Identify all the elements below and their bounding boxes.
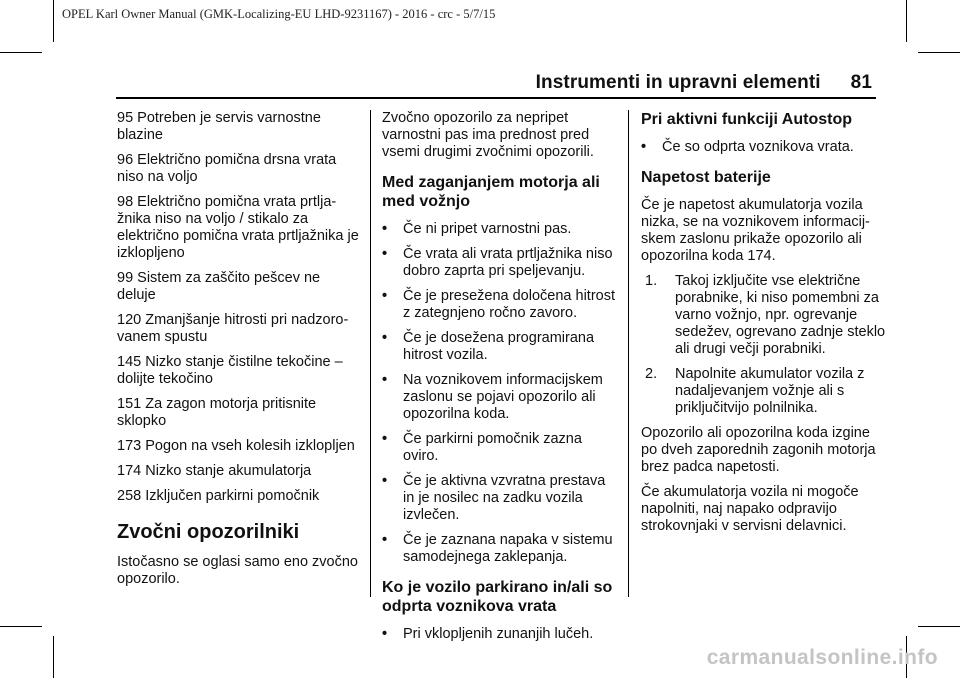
list-item	[641, 139, 886, 156]
list-item-text: Če parkirni pomočnik zazna oviro.	[403, 431, 582, 464]
subsection-heading: Med zaganjanjem motorja ali med vožnjo	[382, 174, 600, 210]
bullet-icon: •	[382, 221, 388, 237]
list-item	[382, 246, 618, 280]
paragraph: Če akumulatorja vozila ni mogoče napolniti, naj napako odpravijo strokovnjaki v servisni delavnici.	[641, 484, 859, 534]
bullet-icon: •	[382, 288, 388, 304]
paragraph: Če je napetost akumulatorja vozila nizka, se na voznikovem informacij-skem zaslonu prikaže opozorilo ali opozorilna koda 174.	[641, 197, 870, 264]
crop-mark	[53, 0, 54, 42]
warning-code-item: 120 Zmanjšanje hitrosti pri nadzoro-vanem spustu	[117, 312, 349, 345]
running-header	[536, 72, 872, 94]
crop-mark	[906, 0, 907, 42]
list-item	[382, 626, 618, 643]
list-item	[382, 372, 618, 423]
subsection-heading: Ko je vozilo parkirano in/ali so odprta voznikova vrata	[382, 579, 613, 615]
crop-mark	[53, 636, 54, 678]
warning-code-item: 145 Nizko stanje čistilne tekočine – dolijte tekočino	[117, 354, 343, 387]
crop-mark	[0, 626, 42, 627]
header-rule	[116, 97, 876, 99]
step-number: 1.	[645, 273, 658, 289]
column-3	[641, 110, 886, 543]
list-item	[641, 273, 886, 358]
list-item-text: Če ni pripet varnostni pas.	[403, 221, 572, 237]
crop-mark	[918, 626, 960, 627]
warning-code-item: 258 Izključen parkirni pomočnik	[117, 488, 320, 504]
bullet-icon: •	[382, 246, 388, 262]
paragraph: Istočasno se oglasi samo eno zvočno opozorilo.	[117, 554, 358, 587]
bullet-icon: •	[382, 473, 388, 489]
list-item-text: Če je aktivna vzvratna prestava in je nosilec na zadku vozila izvlečen.	[403, 473, 606, 523]
list-item-text: Če je dosežena programirana hitrost vozila.	[403, 330, 595, 363]
crop-mark	[0, 52, 42, 53]
watermark: carmanualsonline.info	[706, 646, 938, 669]
subsection-heading: Napetost baterije	[641, 169, 771, 186]
section-title: Instrumenti in upravni elementi	[535, 72, 821, 93]
list-item-text: Če so odprta voznikova vrata.	[662, 139, 854, 155]
numbered-list	[641, 273, 886, 417]
list-item-text: Če je zaznana napaka v sistemu samodejnega zaklepanja.	[403, 532, 613, 565]
bullet-list	[641, 139, 886, 156]
warning-code-item: 174 Nizko stanje akumulatorja	[117, 463, 312, 479]
bullet-list	[382, 626, 618, 643]
bullet-icon: •	[641, 139, 647, 155]
list-item-text: Napolnite akumulator vozila z nadaljevanjem vožnje ali s priključitvijo polnilnika.	[675, 366, 865, 416]
subsection-heading: Pri aktivni funkciji Autostop	[641, 111, 852, 128]
warning-code-item: 173 Pogon na vseh kolesih izklopljen	[117, 438, 355, 454]
column-divider	[370, 110, 371, 597]
section-heading: Zvočni opozorilniki	[117, 521, 300, 543]
list-item-text: Na voznikovem informacijskem zaslonu se pojavi opozorilo ali opozorilna koda.	[403, 372, 603, 422]
list-item-text: Če vrata ali vrata prtljažnika niso dobro zaprta pri speljevanju.	[403, 246, 613, 279]
column-divider	[628, 110, 629, 597]
paragraph: Opozorilo ali opozorilna koda izgine po dveh zaporednih zagonih motorja brez padca napetosti.	[641, 425, 876, 475]
list-item-text: Pri vklopljenih zunanjih lučeh.	[403, 626, 594, 642]
paragraph: Zvočno opozorilo za nepripet varnostni pas ima prednost pred vsemi drugimi zvočnimi opozorili.	[382, 110, 594, 160]
bullet-icon: •	[382, 532, 388, 548]
warning-code-item: 151 Za zagon motorja pritisnite sklopko	[117, 396, 317, 429]
bullet-icon: •	[382, 372, 388, 388]
bullet-icon: •	[382, 626, 388, 642]
crop-mark	[918, 52, 960, 53]
bullet-icon: •	[382, 330, 388, 346]
document-id: OPEL Karl Owner Manual (GMK-Localizing-EU LHD-9231167) - 2016 - crc - 5/7/15	[62, 7, 496, 21]
list-item-text: Če je presežena določena hitrost z zategnjeno ročno zavoro.	[403, 288, 615, 321]
list-item	[641, 366, 886, 417]
list-item	[382, 330, 618, 364]
warning-code-item: 95 Potreben je servis varnostne blazine	[117, 110, 321, 143]
step-number: 2.	[645, 366, 658, 382]
list-item	[382, 221, 618, 238]
column-2	[382, 110, 618, 651]
bullet-icon: •	[382, 431, 388, 447]
warning-code-item: 98 Električno pomična vrata prtlja-žnika niso na voljo / stikalo za električno pomična vrata prtljažnika je izklopljeno	[117, 194, 359, 261]
list-item	[382, 431, 618, 465]
list-item-text: Takoj izključite vse električne porabnike, ki niso pomembni za varno vožnjo, npr. ogrevanje sedežev, ogrevano zadnje steklo ali drugi večji porabniki.	[675, 273, 886, 357]
list-item	[382, 288, 618, 322]
page-number: 81	[850, 72, 872, 93]
list-item	[382, 473, 618, 524]
bullet-list	[382, 221, 618, 566]
warning-code-item: 96 Električno pomična drsna vrata niso na voljo	[117, 152, 337, 185]
warning-code-item: 99 Sistem za zaščito pešcev ne deluje	[117, 270, 321, 303]
column-1	[117, 110, 362, 596]
list-item	[382, 532, 618, 566]
